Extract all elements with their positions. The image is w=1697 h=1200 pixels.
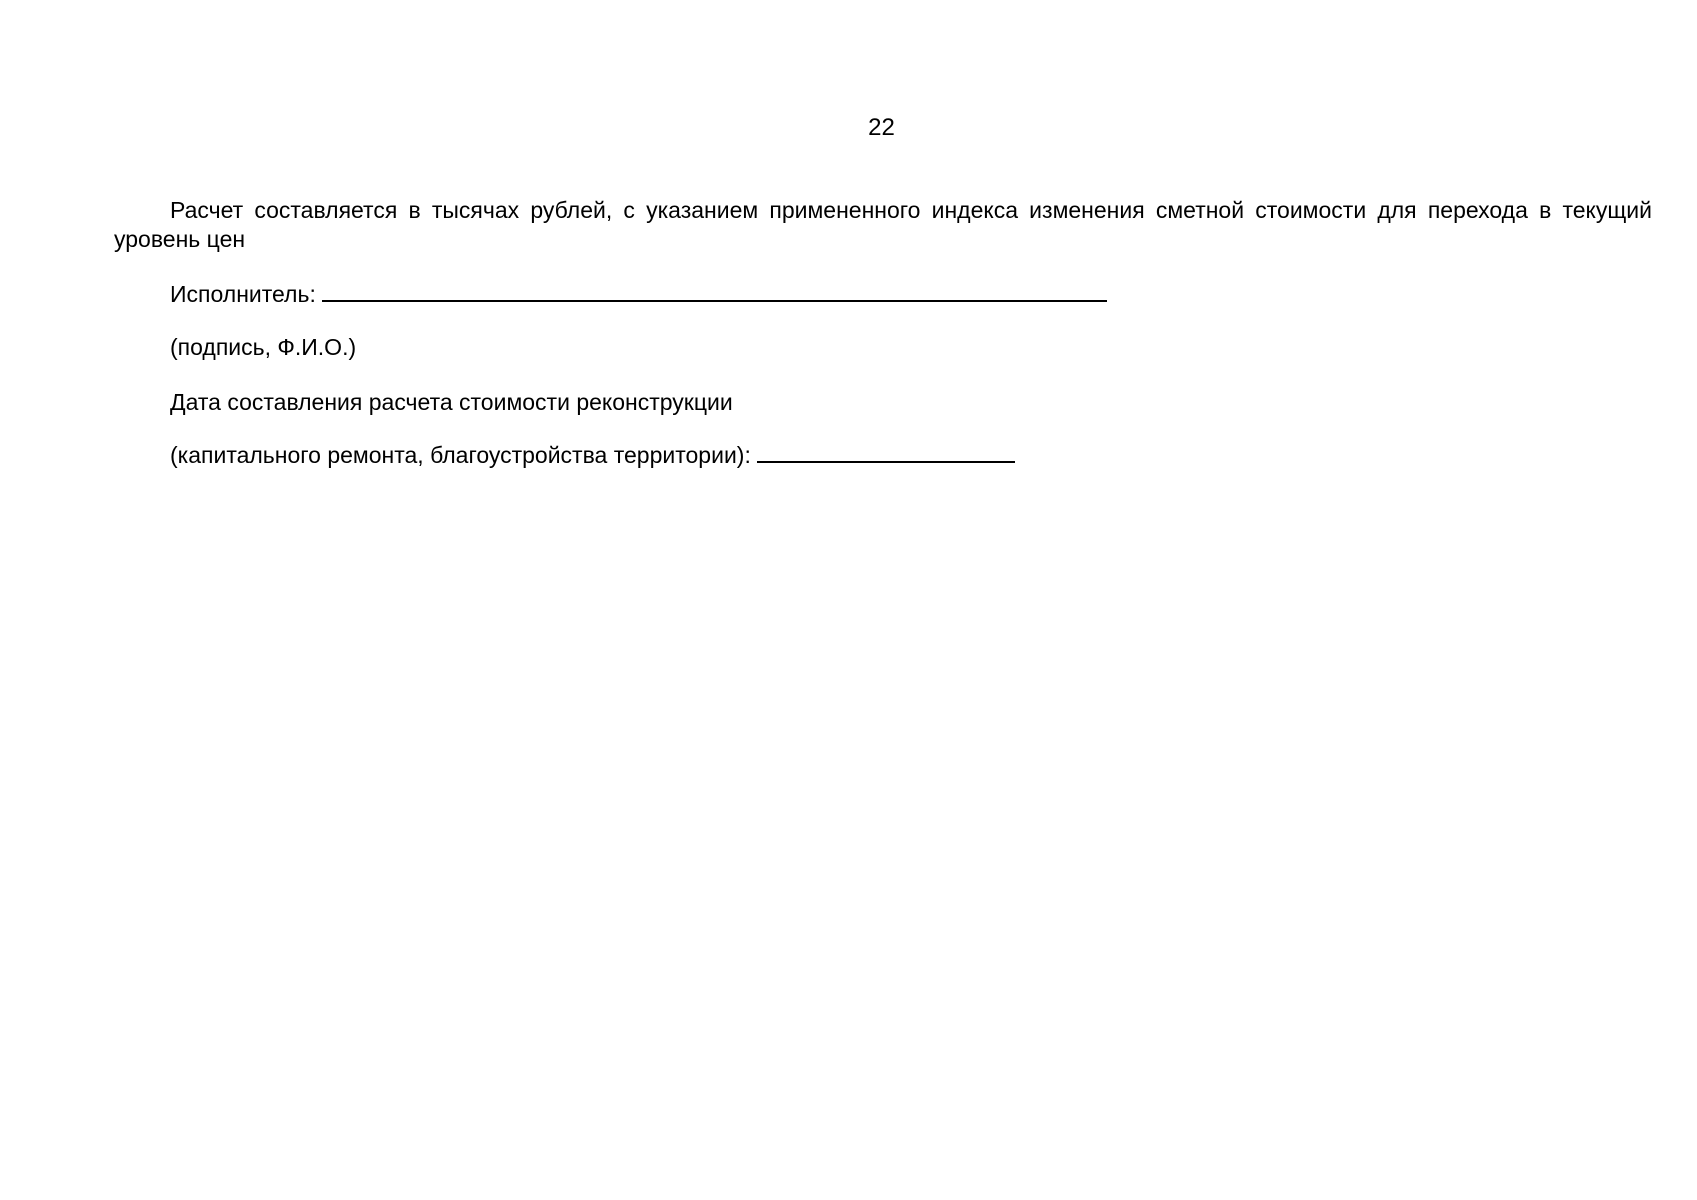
executor-signature-blank[interactable] (322, 280, 1107, 302)
date-label-line-2: (капитального ремонта, благоустройства территории): (170, 442, 751, 468)
executor-line (170, 280, 1107, 309)
date-label-line-1: Дата составления расчета стоимости реконструкции (170, 389, 733, 415)
date-line (170, 441, 1015, 470)
signature-hint: (подпись, Ф.И.О.) (170, 334, 357, 360)
date-blank[interactable] (757, 441, 1015, 463)
calculation-note: Расчет составляется в тысячах рублей, с указанием примененного индекса изменения сметной стоимости для перехода в текущий уровень цен (114, 197, 1652, 252)
executor-label: Исполнитель: (170, 281, 316, 307)
page-number: 22 (868, 114, 895, 141)
